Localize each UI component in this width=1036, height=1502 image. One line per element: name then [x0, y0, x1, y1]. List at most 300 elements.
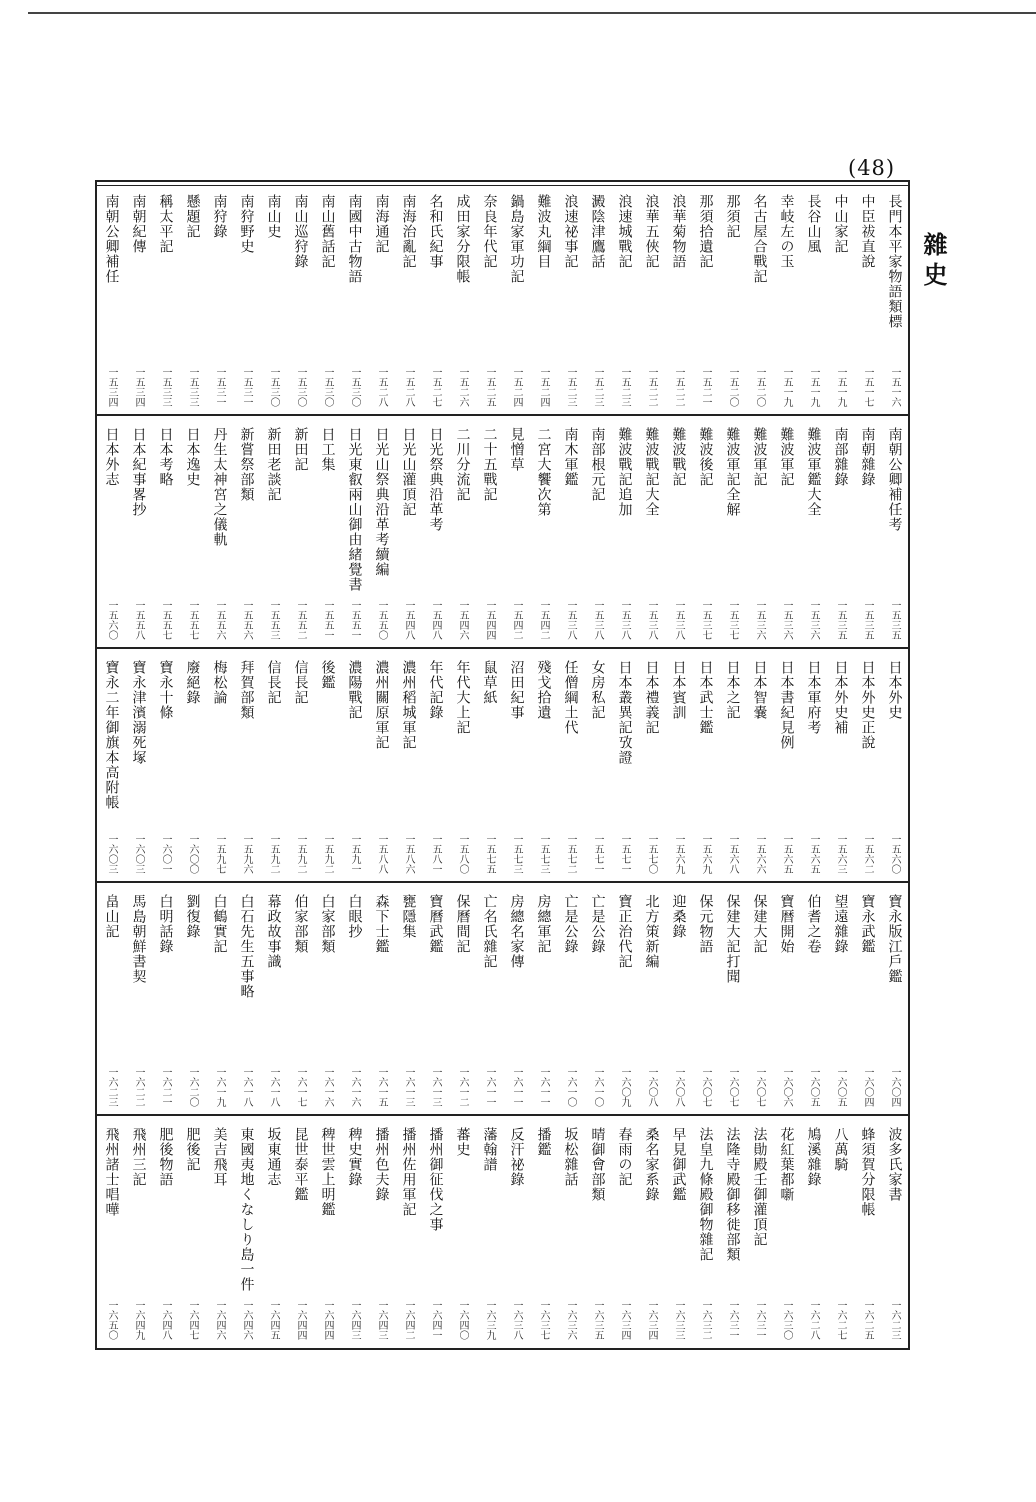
entry-title: 日光祭典沿革考 [427, 427, 444, 533]
index-entry [233, 882, 260, 1115]
entry-page-number: 一五七三 [511, 833, 522, 874]
index-entry [287, 648, 314, 881]
index-grid [97, 182, 908, 1348]
index-entry [476, 182, 503, 415]
entry-page-number: 一六三八 [511, 1299, 522, 1340]
entry-page-number: 一五七一 [592, 833, 603, 874]
index-entry [341, 415, 368, 648]
index-entry [260, 1115, 287, 1348]
entry-page-number: 一六四五 [268, 1299, 279, 1340]
entry-page-number: 一五三三 [160, 367, 171, 408]
index-entry [233, 648, 260, 881]
index-entry [800, 882, 827, 1115]
entry-title: 日本考略 [157, 427, 174, 488]
entry-title: 保建大記打聞 [724, 893, 741, 984]
entry-title: 房總軍記 [535, 893, 552, 954]
entry-title: 後鑑 [319, 660, 336, 691]
entry-title: 寶暦開始 [778, 893, 795, 954]
index-entry [260, 415, 287, 648]
entry-page-number: 一六一〇 [592, 1066, 603, 1107]
entry-page-number: 一五七二 [565, 833, 576, 874]
entry-title: 日本外史補 [832, 660, 849, 736]
entry-page-number: 一六一二 [457, 1066, 468, 1107]
entry-title: 懸題記 [184, 194, 201, 239]
entry-title: 難波戰記追加 [616, 427, 633, 518]
index-entry [692, 1115, 719, 1348]
entry-title: 稗世雲上明鑑 [319, 1126, 336, 1217]
entry-page-number: 一六四三 [376, 1299, 387, 1340]
entry-title: 日本軍府考 [805, 660, 822, 736]
index-entry [530, 1115, 557, 1348]
entry-title: 劉復錄 [184, 893, 201, 939]
entry-title: 日本外史 [886, 660, 903, 721]
index-entry [530, 182, 557, 415]
entry-title: 伯家部類 [292, 893, 309, 954]
entry-page-number: 一五一九 [808, 367, 819, 408]
entry-title: 南部雜錄 [832, 427, 849, 488]
entry-title: 飛州三記 [130, 1126, 147, 1187]
entry-title: 難波軍記 [778, 427, 795, 488]
index-entry [638, 1115, 665, 1348]
entry-page-number: 一五二八 [403, 367, 414, 408]
index-entry [314, 1115, 341, 1348]
index-entry [206, 415, 233, 648]
index-entry [368, 1115, 395, 1348]
entry-page-number: 一六〇五 [808, 1066, 819, 1107]
entry-title: 浪速祕事記 [562, 194, 579, 269]
index-entry [638, 182, 665, 415]
index-entry [665, 1115, 692, 1348]
entry-page-number: 一五二〇 [727, 367, 738, 408]
index-entry [152, 415, 179, 648]
entry-title: 坂東通志 [265, 1126, 282, 1187]
entry-title: 南海通記 [373, 194, 390, 254]
entry-title: 信長記 [265, 660, 282, 706]
index-entry [827, 648, 854, 881]
index-entry [395, 648, 422, 881]
index-entry [260, 648, 287, 881]
entry-title: 難波戰記 [670, 427, 687, 488]
index-entry [719, 648, 746, 881]
entry-page-number: 一五四八 [403, 600, 414, 641]
entry-title: 鳩溪雜錄 [805, 1126, 822, 1187]
entry-title: 難波軍記 [751, 427, 768, 488]
entry-page-number: 一五二三 [565, 367, 576, 408]
entry-title: 日光東叡兩山御由緒覺書 [346, 427, 363, 593]
entry-page-number: 一六〇一 [160, 833, 171, 874]
index-band [97, 1115, 908, 1348]
section-title: 雜史 [919, 232, 948, 292]
entry-title: 日本逸史 [184, 427, 201, 488]
entry-page-number: 一六二三 [106, 1066, 117, 1107]
index-entry [179, 882, 206, 1115]
index-entry [341, 882, 368, 1115]
top-rule [28, 12, 1036, 14]
entry-title: 南山史 [265, 194, 282, 239]
index-entry [611, 182, 638, 415]
index-entry [125, 648, 152, 881]
entry-page-number: 一五三〇 [295, 367, 306, 408]
entry-page-number: 一六五〇 [106, 1299, 117, 1340]
index-entry [233, 1115, 260, 1348]
entry-page-number: 一五四二 [511, 600, 522, 641]
index-table [95, 180, 910, 1350]
entry-title: 南木軍鑑 [562, 427, 579, 488]
index-entry [611, 648, 638, 881]
index-entry [206, 882, 233, 1115]
entry-page-number: 一五二一 [700, 367, 711, 408]
index-entry [665, 648, 692, 881]
index-entry [233, 182, 260, 415]
entry-title: 日光山祭典沿革考續編 [373, 427, 390, 578]
index-entry [557, 1115, 584, 1348]
entry-title: 蕃史 [454, 1126, 471, 1157]
entry-page-number: 一六一六 [349, 1066, 360, 1107]
index-entry [152, 182, 179, 415]
entry-title: 亡是公錄 [589, 893, 606, 954]
index-entry [233, 415, 260, 648]
entry-page-number: 一六〇七 [700, 1066, 711, 1107]
index-entry [179, 1115, 206, 1348]
entry-title: 美吉飛耳 [211, 1126, 228, 1187]
entry-page-number: 一六一九 [214, 1066, 225, 1107]
entry-title: 日本賓訓 [670, 660, 687, 721]
entry-page-number: 一六一一 [538, 1066, 549, 1107]
entry-title: 日本武士鑑 [697, 660, 714, 736]
entry-title: 法隆寺殿御移徙部類 [724, 1126, 741, 1262]
entry-page-number: 一六〇七 [727, 1066, 738, 1107]
entry-page-number: 一五四六 [457, 600, 468, 641]
entry-page-number: 一六〇五 [835, 1066, 846, 1107]
entry-page-number: 一六一三 [403, 1066, 414, 1107]
index-entry [584, 415, 611, 648]
index-entry [638, 648, 665, 881]
index-entry [125, 415, 152, 648]
index-entry [98, 415, 125, 648]
entry-page-number: 一六一一 [511, 1066, 522, 1107]
entry-page-number: 一五四二 [538, 600, 549, 641]
entry-title: 八萬騎 [832, 1126, 849, 1172]
index-entry [692, 648, 719, 881]
entry-page-number: 一五三八 [592, 600, 603, 641]
index-entry [125, 1115, 152, 1348]
index-entry [692, 415, 719, 648]
index-entry [206, 1115, 233, 1348]
entry-title: 反汗祕錄 [508, 1126, 525, 1187]
entry-page-number: 一五七〇 [646, 833, 657, 874]
entry-page-number: 一五五一 [322, 600, 333, 641]
entry-page-number: 一六四六 [214, 1299, 225, 1340]
entry-page-number: 一五三八 [673, 600, 684, 641]
entry-page-number: 一五二〇 [754, 367, 765, 408]
entry-page-number: 一五二三 [619, 367, 630, 408]
index-entry [503, 1115, 530, 1348]
entry-page-number: 一六三四 [619, 1299, 630, 1340]
entry-page-number: 一五四四 [484, 600, 495, 641]
entry-page-number: 一五三一 [214, 367, 225, 408]
entry-page-number: 一五三五 [835, 600, 846, 641]
index-entry [557, 182, 584, 415]
entry-title: 蜂須賀分限帳 [859, 1126, 876, 1217]
index-entry [881, 415, 908, 648]
entry-title: 寶永版江戶鑑 [886, 893, 903, 984]
entry-page-number: 一六四〇 [457, 1299, 468, 1340]
index-entry [746, 182, 773, 415]
entry-page-number: 一六〇八 [673, 1066, 684, 1107]
entry-title: 花紅葉都噺 [778, 1126, 795, 1202]
entry-title: 寶永十條 [157, 660, 174, 721]
entry-title: 南朝公卿補任 [103, 194, 120, 284]
entry-title: 播鑑 [535, 1126, 552, 1157]
entry-page-number: 一六三〇 [781, 1299, 792, 1340]
index-entry [368, 415, 395, 648]
entry-title: 白石先生五事略 [238, 893, 255, 999]
index-entry [584, 648, 611, 881]
index-entry [395, 1115, 422, 1348]
entry-title: 法勛殿壬御灌頂記 [751, 1126, 768, 1247]
entry-page-number: 一五三七 [727, 600, 738, 641]
entry-page-number: 一六二三 [889, 1299, 900, 1340]
entry-page-number: 一六〇八 [646, 1066, 657, 1107]
entry-title: 寶曆武鑑 [427, 893, 444, 954]
entry-page-number: 一五三六 [754, 600, 765, 641]
entry-title: 保元物語 [697, 893, 714, 954]
index-entry [557, 415, 584, 648]
index-entry [800, 182, 827, 415]
index-entry [206, 182, 233, 415]
band-separator [97, 414, 908, 416]
entry-page-number: 一五五七 [160, 600, 171, 641]
entry-page-number: 一六三三 [673, 1299, 684, 1340]
entry-page-number: 一五一六 [889, 367, 900, 408]
index-entry [530, 882, 557, 1115]
entry-title: 白家部類 [319, 893, 336, 954]
entry-title: 早見御武鑑 [670, 1126, 687, 1202]
entry-title: 難波後記 [697, 427, 714, 488]
entry-page-number: 一五二五 [484, 367, 495, 408]
entry-page-number: 一五三七 [700, 600, 711, 641]
entry-title: 難波戰記大全 [643, 427, 660, 518]
index-entry [800, 415, 827, 648]
entry-page-number: 一五二八 [376, 367, 387, 408]
entry-title: 女房私記 [589, 660, 606, 721]
index-entry [854, 415, 881, 648]
entry-title: 寶永武鑑 [859, 893, 876, 954]
index-entry [827, 1115, 854, 1348]
entry-page-number: 一六四六 [241, 1299, 252, 1340]
entry-title: 幕政故事識 [265, 893, 282, 969]
index-entry [584, 882, 611, 1115]
entry-page-number: 一五三〇 [349, 367, 360, 408]
entry-title: 名古屋合戰記 [751, 194, 768, 284]
index-entry [368, 882, 395, 1115]
entry-page-number: 一五七一 [619, 833, 630, 874]
index-entry [341, 182, 368, 415]
index-entry [395, 882, 422, 1115]
index-entry [449, 1115, 476, 1348]
entry-title: 房總名家傳 [508, 893, 525, 969]
entry-page-number: 一六四七 [187, 1299, 198, 1340]
index-entry [476, 415, 503, 648]
index-entry [611, 1115, 638, 1348]
index-entry [125, 182, 152, 415]
index-entry [746, 648, 773, 881]
entry-title: 濃州關原軍記 [373, 660, 390, 751]
entry-title: 迎桑錄 [670, 893, 687, 939]
entry-title: 肥後物語 [157, 1126, 174, 1187]
entry-page-number: 一六四三 [349, 1299, 360, 1340]
index-entry [287, 1115, 314, 1348]
entry-title: 日工集 [319, 427, 336, 473]
index-entry [98, 1115, 125, 1348]
index-entry [773, 1115, 800, 1348]
entry-title: 波多氏家書 [886, 1126, 903, 1202]
entry-page-number: 一五三〇 [322, 367, 333, 408]
entry-title: 信長記 [292, 660, 309, 706]
entry-title: 日本智嚢 [751, 660, 768, 721]
index-entry [422, 415, 449, 648]
entry-title: 日本外史正說 [859, 660, 876, 751]
entry-page-number: 一五九一 [349, 833, 360, 874]
entry-page-number: 一六三一 [727, 1299, 738, 1340]
entry-page-number: 一五九二 [268, 833, 279, 874]
entry-page-number: 一五三六 [808, 600, 819, 641]
entry-page-number: 一五九二 [295, 833, 306, 874]
index-entry [854, 182, 881, 415]
index-band [97, 882, 908, 1115]
entry-page-number: 一六二二 [133, 1066, 144, 1107]
entry-title: 濃陽戰記 [346, 660, 363, 721]
index-entry [476, 882, 503, 1115]
entry-page-number: 一五九二 [322, 833, 333, 874]
entry-page-number: 一六〇〇 [187, 833, 198, 874]
entry-title: 法皇九條殿御物雜記 [697, 1126, 714, 1262]
index-entry [314, 648, 341, 881]
index-entry [422, 182, 449, 415]
entry-page-number: 一六二〇 [187, 1066, 198, 1107]
entry-page-number: 一五六九 [673, 833, 684, 874]
entry-title: 浪華五俠記 [643, 194, 660, 269]
entry-page-number: 一六四八 [160, 1299, 171, 1340]
index-entry [503, 882, 530, 1115]
entry-title: 浪華菊物語 [670, 194, 687, 269]
entry-title: 名和氏紀事 [427, 194, 444, 269]
entry-page-number: 一六一八 [268, 1066, 279, 1107]
entry-title: 二川分流記 [454, 427, 471, 503]
entry-title: 日本紀事畧抄 [130, 427, 147, 518]
entry-page-number: 一五二三 [592, 367, 603, 408]
entry-title: 坂松雜話 [562, 1126, 579, 1187]
entry-page-number: 一五六六 [754, 833, 765, 874]
entry-title: 長谷山風 [805, 194, 822, 254]
entry-title: 日本禮義記 [643, 660, 660, 736]
entry-title: 新田記 [292, 427, 309, 473]
index-entry [395, 415, 422, 648]
entry-page-number: 一六〇四 [889, 1066, 900, 1107]
entry-title: 南朝公卿補任考 [886, 427, 903, 533]
entry-page-number: 一五九七 [214, 833, 225, 874]
entry-title: 二十五戰記 [481, 427, 498, 503]
index-entry [476, 648, 503, 881]
entry-title: 中山家記 [832, 194, 849, 254]
index-entry [881, 182, 908, 415]
entry-page-number: 一六三四 [646, 1299, 657, 1340]
entry-page-number: 一六〇九 [619, 1066, 630, 1107]
index-entry [638, 415, 665, 648]
entry-page-number: 一五六八 [727, 833, 738, 874]
index-entry [98, 182, 125, 415]
entry-title: 日光山灌頂記 [400, 427, 417, 518]
index-entry [800, 1115, 827, 1348]
entry-title: 沼田紀事 [508, 660, 525, 721]
entry-title: 年代記錄 [427, 660, 444, 721]
index-entry [395, 182, 422, 415]
entry-title: 南海治亂記 [400, 194, 417, 269]
index-entry [692, 182, 719, 415]
entry-title: 難波軍鑑大全 [805, 427, 822, 518]
index-entry [719, 415, 746, 648]
index-entry [422, 1115, 449, 1348]
index-entry [800, 648, 827, 881]
index-entry [881, 882, 908, 1115]
entry-page-number: 一五五六 [241, 600, 252, 641]
entry-page-number: 一六三六 [565, 1299, 576, 1340]
entry-title: 播州御征伐之事 [427, 1126, 444, 1232]
index-entry [530, 648, 557, 881]
entry-page-number: 一五三八 [565, 600, 576, 641]
entry-page-number: 一五八一 [430, 833, 441, 874]
index-entry [476, 1115, 503, 1348]
index-entry [179, 648, 206, 881]
index-entry [746, 415, 773, 648]
index-entry [881, 648, 908, 881]
index-entry [692, 882, 719, 1115]
entry-title: 保建大記 [751, 893, 768, 954]
entry-title: 亡是公錄 [562, 893, 579, 954]
index-entry [206, 648, 233, 881]
entry-title: 白明話錄 [157, 893, 174, 954]
entry-title: 日本之記 [724, 660, 741, 721]
index-entry [557, 648, 584, 881]
entry-title: 見憎草 [508, 427, 525, 473]
index-entry [881, 1115, 908, 1348]
entry-title: 任僧綱土代 [562, 660, 579, 736]
entry-page-number: 一五三八 [646, 600, 657, 641]
entry-title: 二宮大饗次第 [535, 427, 552, 518]
index-entry [287, 882, 314, 1115]
index-entry [827, 415, 854, 648]
entry-page-number: 一五三一 [241, 367, 252, 408]
entry-page-number: 一六三九 [484, 1299, 495, 1340]
index-entry [287, 415, 314, 648]
entry-page-number: 一五五一 [349, 600, 360, 641]
entry-page-number: 一五二六 [457, 367, 468, 408]
entry-page-number: 一六一五 [376, 1066, 387, 1107]
index-entry [449, 648, 476, 881]
entry-page-number: 一六一八 [241, 1066, 252, 1107]
entry-title: 鍋島家軍功記 [508, 194, 525, 284]
entry-title: 成田家分限帳 [454, 194, 471, 284]
entry-page-number: 一五六二 [862, 833, 873, 874]
entry-page-number: 一五三八 [619, 600, 630, 641]
entry-page-number: 一六〇三 [106, 833, 117, 874]
entry-page-number: 一六〇六 [781, 1066, 792, 1107]
entry-title: 澱陰津鷹話 [589, 194, 606, 269]
entry-title: 日本書紀見例 [778, 660, 795, 751]
index-entry [98, 648, 125, 881]
entry-title: 桑名家系錄 [643, 1126, 660, 1202]
entry-page-number: 一五六〇 [106, 600, 117, 641]
